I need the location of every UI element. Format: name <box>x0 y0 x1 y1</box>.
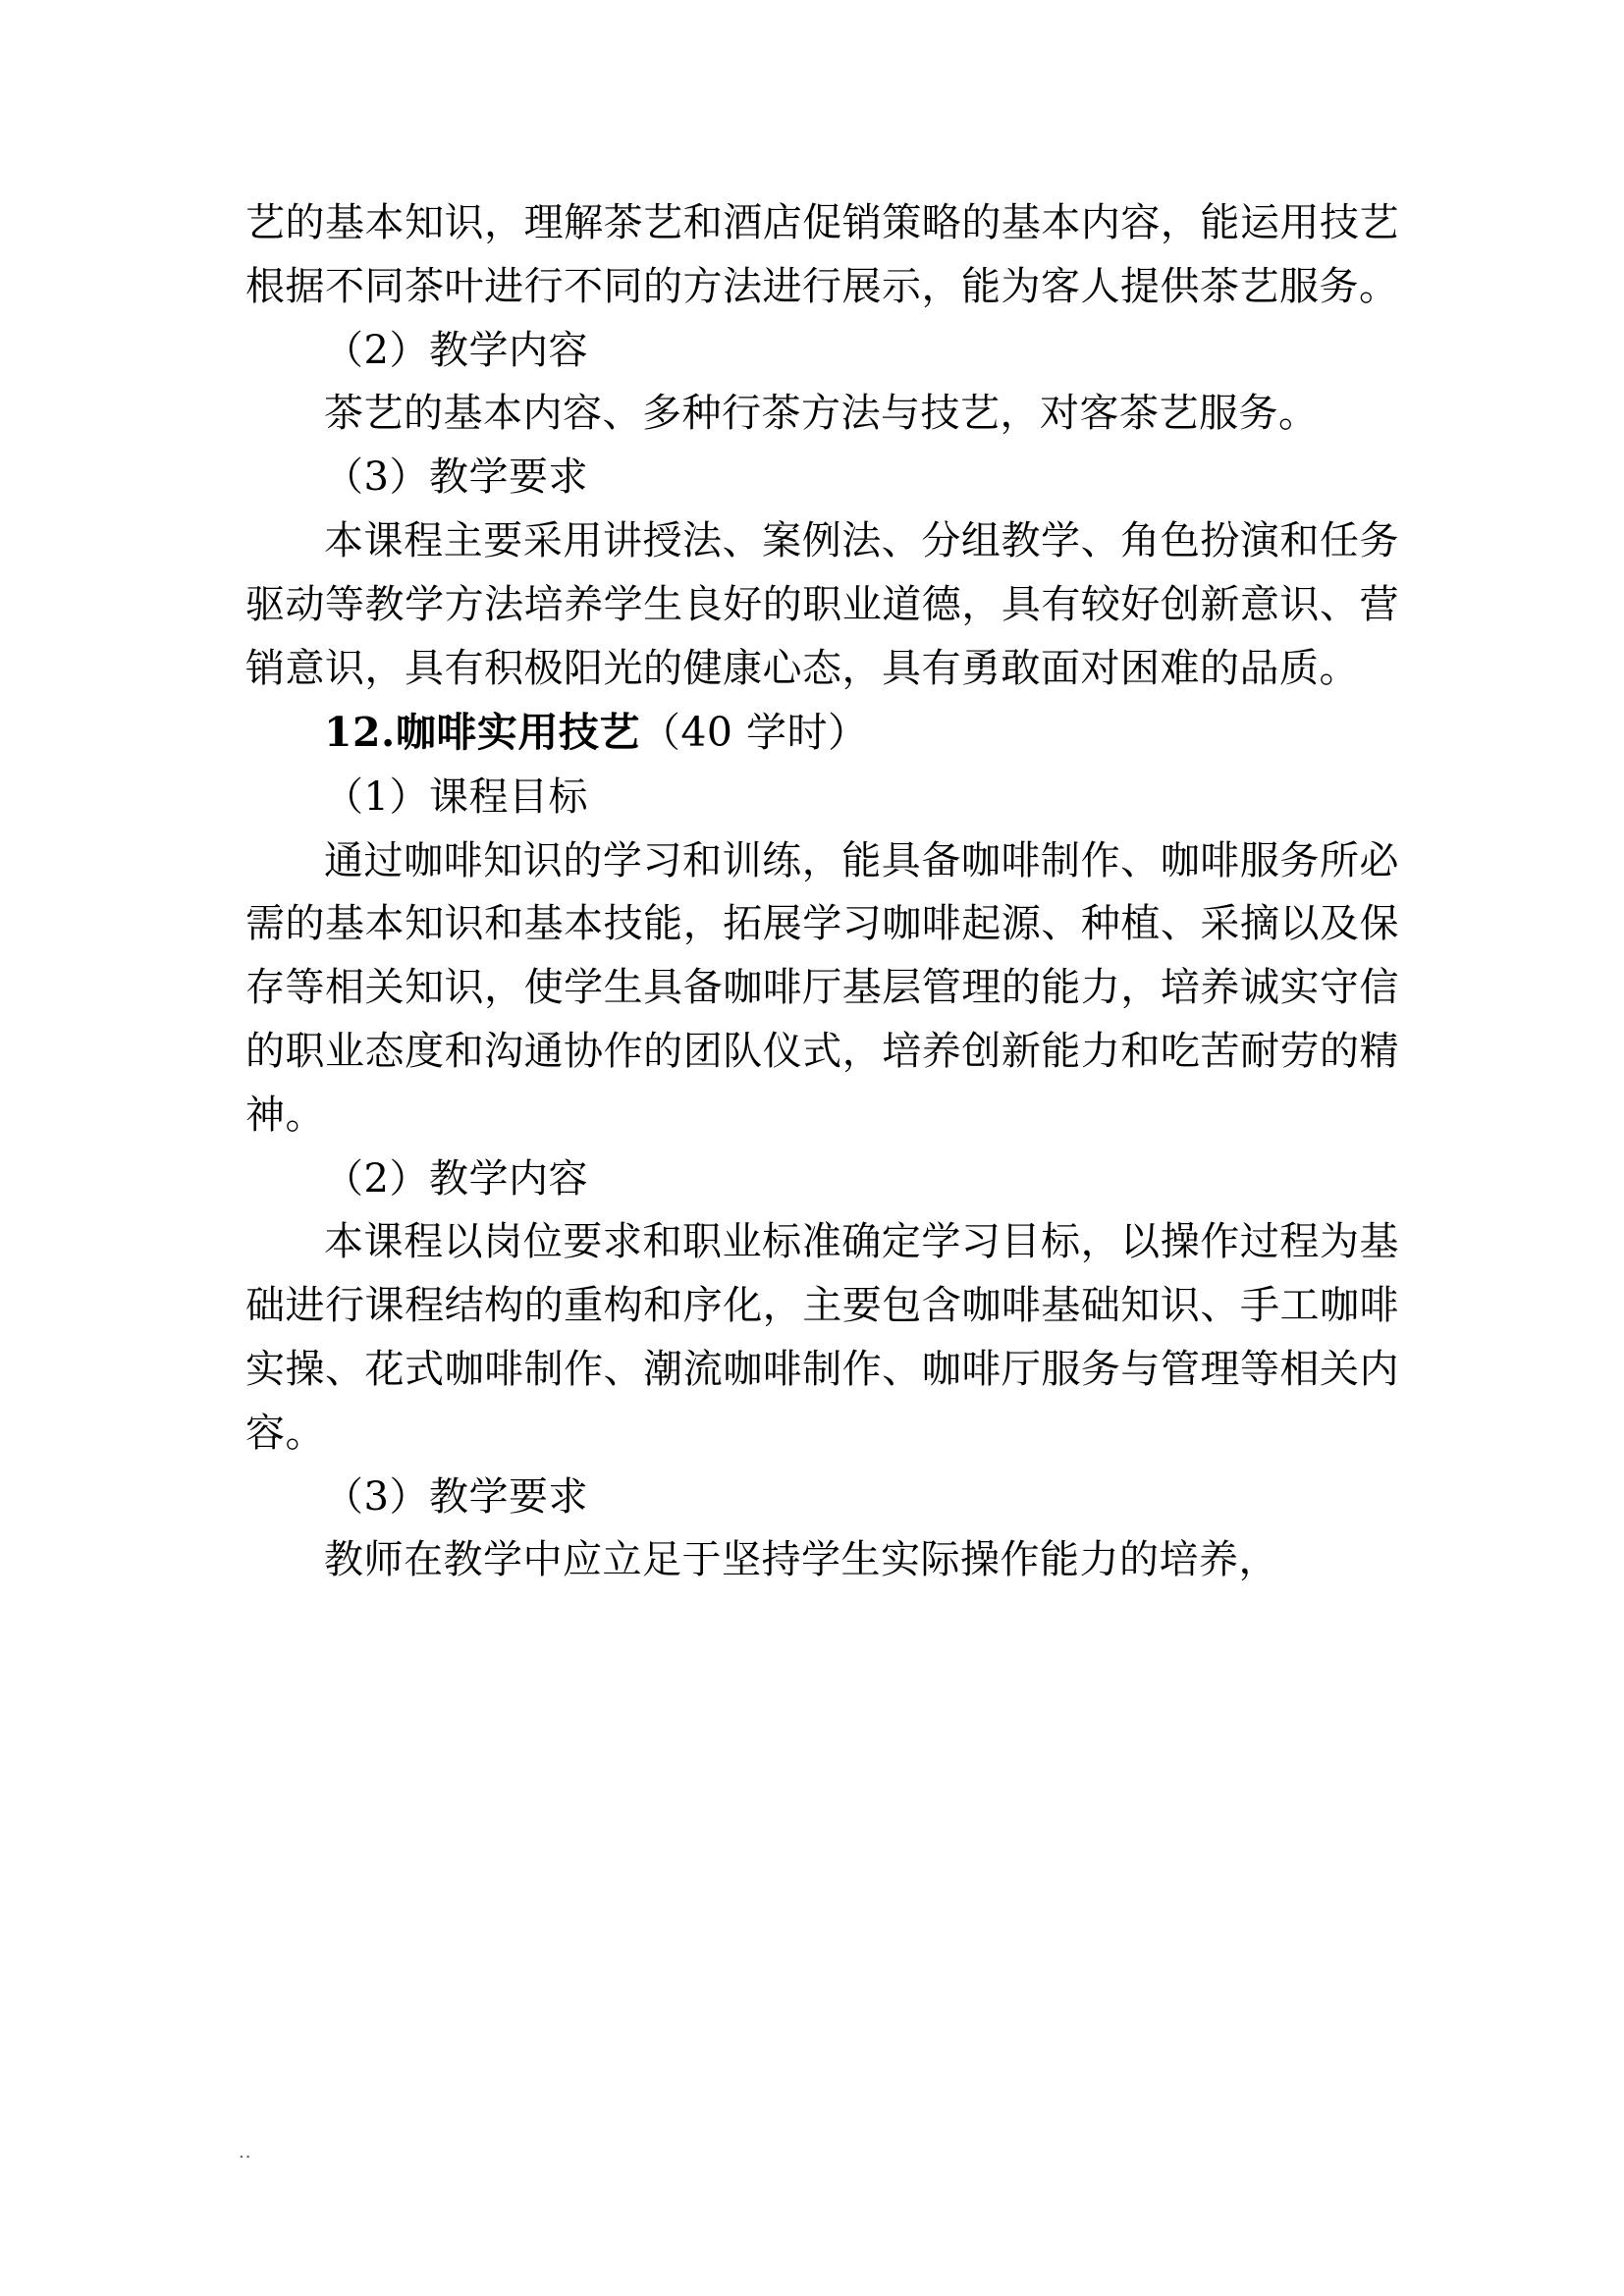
paragraph-coffee-teaching-content-label: （2）教学内容 <box>324 1155 588 1201</box>
paragraph-course-objective-label: （1）课程目标 <box>324 774 588 820</box>
paragraph-coffee-teaching-content-body: 本课程以岗位要求和职业标准确定学习目标，以操作过程为基础进行课程结构的重构和序化，主要包含咖啡基础知识、手工咖啡实操、花式咖啡制作、潮流咖啡制作、咖啡厅服务与管理等相关内容。 <box>245 1219 1399 1456</box>
section-heading-hours: （40 学时） <box>639 709 869 757</box>
paragraph-teaching-requirement-body: 本课程主要采用讲授法、案例法、分组教学、角色扮演和任务驱动等教学方法培养学生良好的职业道德，具有较好创新意识、营销意识，具有积极阳光的健康心态，具有勇敢面对困难的品质。 <box>245 517 1399 691</box>
paragraph-teaching-content-label: （2）教学内容 <box>324 327 588 373</box>
paragraph-teaching-content-body: 茶艺的基本内容、多种行茶方法与技艺，对客茶艺服务。 <box>324 391 1319 437</box>
page-content <box>245 191 1399 1592</box>
footer-mark: .. <box>239 2142 252 2163</box>
paragraph-coffee-teaching-requirement-body: 教师在教学中应立足于坚持学生实际操作能力的培养， <box>324 1537 1278 1583</box>
paragraph-teaching-requirement-label: （3）教学要求 <box>324 454 588 501</box>
paragraph-coffee-teaching-requirement-label: （3）教学要求 <box>324 1473 588 1520</box>
section-heading-coffee-skills <box>245 700 1399 765</box>
section-heading-title: 12.咖啡实用技艺 <box>324 709 640 757</box>
paragraph-course-objective-body: 通过咖啡知识的学习和训练，能具备咖啡制作、咖啡服务所必需的基本知识和基本技能，拓展学习咖啡起源、种植、采摘以及保存等相关知识，使学生具备咖啡厅基层管理的能力，培养诚实守信的职业态度和沟通协作的团队仪式，培养创新能力和吃苦耐劳的精神。 <box>245 837 1399 1138</box>
paragraph-continuation: 艺的基本知识，理解茶艺和酒店促销策略的基本内容，能运用技艺根据不同茶叶进行不同的方法进行展示，能为客人提供茶艺服务。 <box>245 200 1399 309</box>
